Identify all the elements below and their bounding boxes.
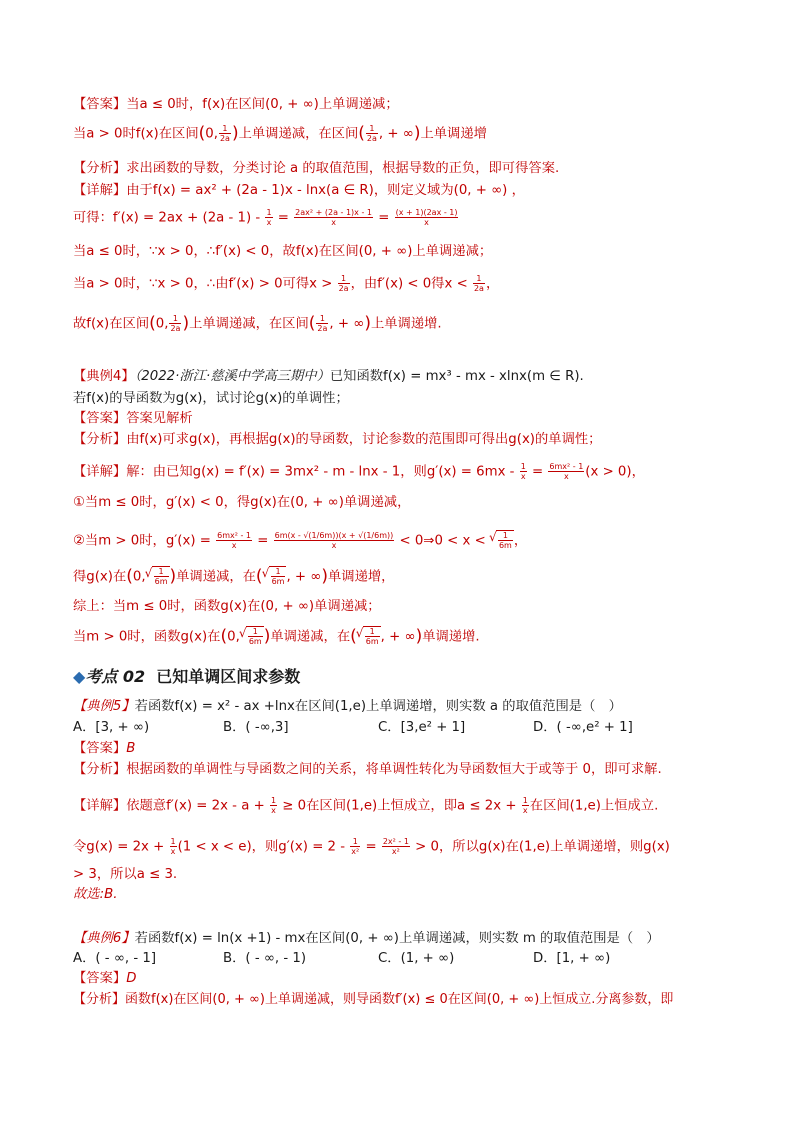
- detail-line: 得g(x)在(0, √ $\frac{1}{6m}$ )单调递减，在( √ $\frac{1}{6m}$ , + ∞)单调递增，: [73, 566, 754, 587]
- options-row: [73, 950, 754, 968]
- detail-line: ①当m ≤ 0时，g′(x) < 0，得g(x)在(0, + ∞)单调递减，: [73, 495, 411, 510]
- option-b: B．( - ∞, - 1): [223, 951, 307, 966]
- option-b: B．( -∞,3]: [223, 720, 289, 735]
- analysis-line: 【分析】求出函数的导数，分类讨论 a 的取值范围，根据导数的正负，即可得答案.: [73, 161, 560, 176]
- example-question: 【典例4】（2022·浙江·慈溪中学高三期中）已知函数f(x) = mx³ - mx - xlnx(m ∈ R).: [73, 369, 584, 384]
- answer-line: 【答案】B: [73, 741, 136, 756]
- diamond-icon: ◆: [73, 667, 86, 686]
- option-d: D．( -∞,e² + 1]: [533, 720, 633, 735]
- detail-line: 【详解】依题意f′(x) = 2x - a + $\frac{1}{x}$ ≥ 0在区间(1,e)上恒成立，即a ≤ 2x + $\frac{1}{x}$ 在区间(1,e)上恒成立.: [73, 796, 659, 815]
- detail-line: 当a > 0时，∵x > 0，∴由f′(x) > 0可得x > $\frac{1}{2a}$ ，由f′(x) < 0得x < $\frac{1}{2a}$ ，: [73, 274, 500, 293]
- example-question: 若f(x)的导函数为g(x)，试讨论g(x)的单调性；: [73, 391, 349, 406]
- option-a: A．[3, + ∞): [73, 720, 150, 735]
- example-question: 【典例5】若函数f(x) = x² - ax +lnx在区间(1,e)上单调递增，则实数 a 的取值范围是（ ）: [73, 699, 622, 714]
- answer-line: 【答案】答案见解析: [73, 411, 193, 426]
- detail-line: 可得：f′(x) = 2ax + (2a - 1) - $\frac{1}{x}$ = $\frac{\text{2ax² + (2a - 1)x - 1}}{x}$ = $\frac{(x + 1)(2ax - 1)}{x}$: [73, 208, 458, 227]
- options-row: [73, 719, 754, 737]
- option-c: C．[3,e² + 1]: [378, 720, 466, 735]
- example-question: 【典例6】若函数f(x) = ln(x +1) - mx在区间(0, + ∞)上单调递减，则实数 m 的取值范围是（ ）: [73, 931, 660, 946]
- option-c: C．(1, + ∞): [378, 951, 455, 966]
- detail-line: 综上：当m ≤ 0时，函数g(x)在(0, + ∞)单调递减；: [73, 599, 381, 614]
- answer-line: 当a > 0时f(x)在区间(0, $\frac{1}{2a}$ )上单调递减，在区间( $\frac{1}{2a}$ , + ∞)上单调递增: [73, 123, 487, 144]
- detail-line: 【详解】解：由已知g(x) = f′(x) = 3mx² - m - lnx - 1，则g′(x) = 6mx - $\frac{1}{x}$ = $\frac{\text{6mx² - 1}}{x}$ (x > 0)，: [73, 462, 645, 481]
- option-a: A．( - ∞, - 1]: [73, 951, 157, 966]
- detail-line: ②当m > 0时，g′(x) = $\frac{\text{6mx² - 1}}{x}$ = $\frac{6m(x - √(1/6m))(x + √(1/6m))}{x}$ < 0⇒0 < x < √ $\frac{1}{6m}$ ，: [73, 530, 754, 551]
- analysis-line: 【分析】函数f(x)在区间(0, + ∞)上单调递减，则导函数f′(x) ≤ 0在区间(0, + ∞)上恒成立.分离参数，即: [73, 992, 674, 1007]
- detail-line: > 3，所以a ≤ 3.: [73, 867, 178, 882]
- detail-line: 当a ≤ 0时，∵x > 0，∴f′(x) < 0，故f(x)在区间(0, + ∞)上单调递减；: [73, 244, 493, 259]
- analysis-line: 【分析】根据函数的单调性与导函数之间的关系，将单调性转化为导函数恒大于或等于 0，即可求解.: [73, 762, 662, 777]
- section-heading: ◆考点 02 已知单调区间求参数: [73, 667, 301, 686]
- answer-tag: 【答案】: [73, 97, 127, 112]
- option-d: D．[1, + ∞): [533, 951, 611, 966]
- detail-line: 令g(x) = 2x + $\frac{1}{x}$ (1 < x < e)，则g′(x) = 2 - $\frac{1}{\text{x²}}$ = $\frac{\text{2x² - 1}}{\text{x²}}$ > 0，所以g(x)在(1,e)上单调递增，则g(x): [73, 837, 670, 856]
- detail-line: 故f(x)在区间(0, $\frac{1}{2a}$ )上单调递减，在区间( $\frac{1}{2a}$ , + ∞)上单调递增.: [73, 313, 442, 334]
- answer-line: 【答案】当a ≤ 0时，f(x)在区间(0, + ∞)上单调递减；: [73, 97, 399, 112]
- answer-line: 【答案】D: [73, 971, 137, 986]
- analysis-line: 【分析】由f(x)可求g(x)，再根据g(x)的导函数，讨论参数的范围即可得出g(x)的单调性；: [73, 432, 602, 447]
- detail-line: 故选:B.: [73, 887, 118, 902]
- detail-line: 【详解】由于f(x) = ax² + (2a - 1)x - lnx(a ∈ R)，则定义域为(0, + ∞) ，: [73, 183, 525, 198]
- detail-line: 当m > 0时，函数g(x)在(0, √ $\frac{1}{6m}$ )单调递减，在( √ $\frac{1}{6m}$ , + ∞)单调递增.: [73, 626, 754, 647]
